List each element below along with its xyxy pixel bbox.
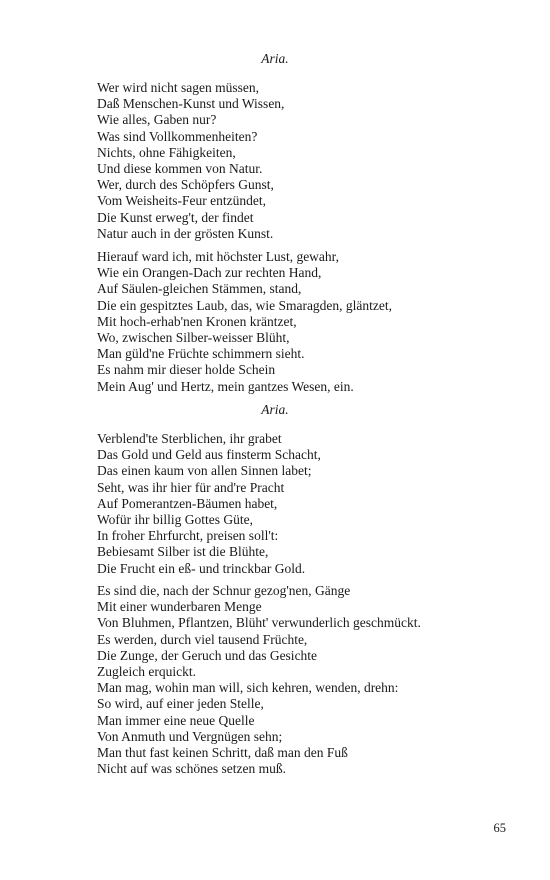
verse-line: Zugleich erquickt. xyxy=(97,663,196,679)
verse-line: Seht, was ihr hier für and're Pracht xyxy=(97,479,285,495)
verse-line: Natur auch in der grösten Kunst. xyxy=(97,225,274,241)
stanza xyxy=(97,80,284,242)
verse-line: Auf Säulen-gleichen Stämmen, stand, xyxy=(97,281,302,297)
verse-line: Das Gold und Geld aus finsterm Schacht, xyxy=(97,447,321,463)
verse-line: Mit hoch-erhab'nen Kronen kräntzet, xyxy=(97,313,297,329)
verse-line: Hierauf ward ich, mit höchster Lust, gewahr, xyxy=(97,249,340,264)
verse-line: Wer, durch des Schöpfers Gunst, xyxy=(97,177,274,193)
verse-line: Wie alles, Gaben nur? xyxy=(97,112,217,128)
verse-line: Es nahm mir dieser holde Schein xyxy=(97,362,276,378)
verse-line: Die Kunst erweg't, der findet xyxy=(97,209,254,225)
verse-line: Es sind die, nach der Schnur gezog'nen, Gänge xyxy=(97,583,351,598)
verse-line: Bebiesamt Silber ist die Blühte, xyxy=(97,544,269,560)
verse-line: Wo, zwischen Silber-weisser Blüht, xyxy=(97,329,290,345)
verse-line: Nicht auf was schönes setzen muß. xyxy=(97,761,286,777)
verse-line: Wofür ihr billig Gottes Güte, xyxy=(97,511,254,527)
aria-heading: Aria. xyxy=(261,402,289,417)
stanza xyxy=(97,249,392,395)
verse-line: Was sind Vollkommenheiten? xyxy=(97,128,258,144)
verse-line: Wer wird nicht sagen müssen, xyxy=(97,80,259,95)
verse-line: Nichts, ohne Fähigkeiten, xyxy=(97,144,236,160)
stanza xyxy=(97,583,421,777)
verse-line: Man thut fast keinen Schritt, daß man den Fuß xyxy=(97,744,348,760)
aria-heading: Aria. xyxy=(261,51,289,66)
page-number: 65 xyxy=(493,821,506,835)
verse-line: Auf Pomerantzen-Bäumen habet, xyxy=(97,495,278,511)
verse-line: Mein Aug' und Hertz, mein gantzes Wesen, ein. xyxy=(97,378,354,394)
verse-line: Man mag, wohin man will, sich kehren, wenden, drehn: xyxy=(97,680,399,696)
verse-line: Man immer eine neue Quelle xyxy=(97,712,255,728)
verse-line: Die Zunge, der Geruch und das Gesichte xyxy=(97,647,318,663)
verse-line: Und diese kommen von Natur. xyxy=(97,160,263,176)
verse-line: Die Frucht ein eß- und trinckbar Gold. xyxy=(97,560,306,576)
verse-line: Verblend'te Sterblichen, ihr grabet xyxy=(97,431,282,446)
verse-line: Die ein gespitztes Laub, das, wie Smaragden, gläntzet, xyxy=(97,297,393,313)
verse-line: Mit einer wunderbaren Menge xyxy=(97,599,262,615)
verse-line: Das einen kaum von allen Sinnen labet; xyxy=(97,463,312,479)
verse-line: Von Anmuth und Vergnügen sehn; xyxy=(97,728,283,744)
stanza xyxy=(97,431,321,577)
verse-line: Man güld'ne Früchte schimmern sieht. xyxy=(97,346,305,362)
verse-line: Es werden, durch viel tausend Früchte, xyxy=(97,631,308,647)
verse-line: In froher Ehrfurcht, preisen soll't: xyxy=(97,528,279,544)
verse-line: Vom Weisheits-Feur entzündet, xyxy=(97,193,267,209)
verse-line: Von Bluhmen, Pflantzen, Blüht' verwunderlich geschmückt. xyxy=(97,615,421,631)
verse-line: So wird, auf einer jeden Stelle, xyxy=(97,696,264,712)
verse-line: Wie ein Orangen-Dach zur rechten Hand, xyxy=(97,265,322,281)
verse-line: Daß Menschen-Kunst und Wissen, xyxy=(97,96,285,112)
